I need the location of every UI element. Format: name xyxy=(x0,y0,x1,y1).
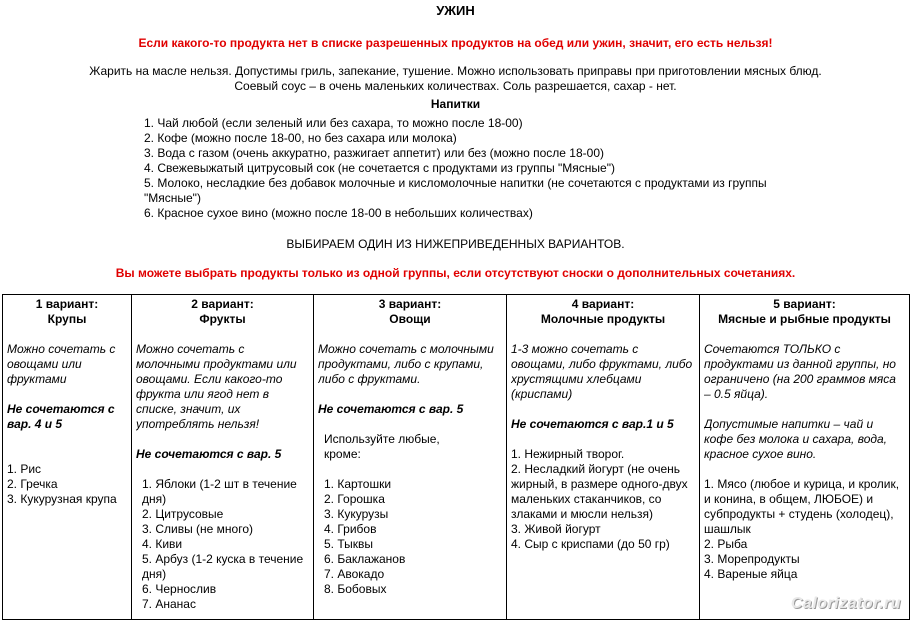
list-item: 4. Вареные яйца xyxy=(704,567,798,581)
variant-list xyxy=(511,447,695,552)
warning-top: Если какого-то продукта нет в списке разрешенных продуктов на обед или ужин, значит, его есть нельзя! xyxy=(138,36,773,50)
variant-exclude: Не сочетаются с вар. 4 и 5 xyxy=(7,402,115,431)
drinks-item: 4. Свежевыжатый цитрусовый сок (не сочетается с продуктами из группы "Мясные") xyxy=(144,161,615,175)
variant-list xyxy=(318,477,502,597)
variant-name: Овощи xyxy=(389,312,431,326)
variant-use-text: Используйте любые, кроме: xyxy=(324,432,440,461)
variant-number: 3 вариант: xyxy=(378,297,442,311)
list-item: 1. Нежирный творог. xyxy=(511,447,625,461)
variant-cell-5 xyxy=(700,295,910,620)
variant-number: 1 вариант: xyxy=(35,297,99,311)
variant-cell-4 xyxy=(507,295,700,620)
variant-exclude: Не сочетаются с вар.1 и 5 xyxy=(511,417,674,431)
intro-line-1: Жарить на масле нельзя. Допустимы гриль, запекание, тушение. Можно использовать приправы при приготовлении мясных блюд. xyxy=(89,64,822,78)
list-item: 1. Картошки xyxy=(324,477,392,491)
variant-number: 4 вариант: xyxy=(571,297,635,311)
variants-table xyxy=(2,294,910,620)
list-item: 3. Морепродукты xyxy=(704,552,800,566)
variant-list xyxy=(136,477,309,612)
variant-exclude: Не сочетаются с вар. 5 xyxy=(136,447,282,461)
variant-note: Можно сочетать с молочными продуктами, либо с крупами, либо с фруктами. xyxy=(318,342,494,386)
variant-note: Сочетаются ТОЛЬКО с продуктами из данной группы, но ограничено (на 200 граммов мяса – 0.5 яйца). xyxy=(704,342,896,401)
list-item: 8. Бобовых xyxy=(324,582,387,596)
list-item: 4. Сыр с криспами (до 50 гр) xyxy=(511,537,670,551)
list-item: 6. Чернослив xyxy=(142,582,217,596)
variant-number: 2 вариант: xyxy=(191,297,254,311)
choose-variant-text: ВЫБИРАЕМ ОДИН ИЗ НИЖЕПРИВЕДЕННЫХ ВАРИАНТОВ. xyxy=(286,237,625,251)
variant-name: Мясные и рыбные продукты xyxy=(718,312,891,326)
variant-name: Крупы xyxy=(47,312,87,326)
watermark: Calorizator.ru xyxy=(790,595,901,612)
drinks-item: 3. Вода с газом (очень аккуратно, разжигает аппетит) или без (можно после 18-00) xyxy=(144,146,604,160)
variant-name: Фрукты xyxy=(199,312,246,326)
variant-drinks-note: Допустимые напитки – чай и кофе без молока и сахара, вода, красное сухое вино. xyxy=(704,417,888,461)
list-item: 2. Гречка xyxy=(7,477,58,491)
list-item: 1. Яблоки (1-2 шт в течение дня) xyxy=(142,477,297,506)
intro-text xyxy=(0,64,911,94)
variant-note: Можно сочетать с овощами или фруктами xyxy=(7,342,116,386)
list-item: 6. Баклажанов xyxy=(324,552,406,566)
list-item: 4. Грибов xyxy=(324,522,377,536)
variant-name: Молочные продукты xyxy=(540,312,666,326)
list-item: 5. Арбуз (1-2 куска в течение дня) xyxy=(142,552,304,581)
variant-exclude: Не сочетаются с вар. 5 xyxy=(318,402,464,416)
list-item: 3. Кукурузы xyxy=(324,507,389,521)
warning-groups: Вы можете выбрать продукты только из одной группы, если отсутствуют сноски о дополнительных сочетаниях. xyxy=(115,266,796,280)
variant-list xyxy=(7,462,127,507)
list-item: 3. Кукурузная крупа xyxy=(7,492,117,506)
list-item: 4. Киви xyxy=(142,537,183,551)
drinks-heading: Напитки xyxy=(430,97,481,111)
list-item: 3. Живой йогурт xyxy=(511,522,601,536)
variant-list xyxy=(704,477,905,582)
intro-line-2: Соевый соус – в очень маленьких количествах. Соль разрешается, сахар - нет. xyxy=(234,79,677,93)
drinks-item: 1. Чай любой (если зеленый или без сахара, то можно после 18-00) xyxy=(144,116,523,130)
drinks-item: 6. Красное сухое вино (можно после 18-00 в небольших количествах) xyxy=(144,206,533,220)
variant-cell-2 xyxy=(132,295,314,620)
list-item: 3. Сливы (не много) xyxy=(142,522,254,536)
variant-note: Можно сочетать с молочными продуктами или овощами. Если какого-то фрукта или ягод нет в списке, значит, их употреблять нельзя! xyxy=(136,342,297,431)
drinks-list xyxy=(144,116,767,221)
list-item: 2. Несладкий йогурт (не очень жирный, в размере одного-двух маленьких стаканчиков, со злаками и мюсли нельзя) xyxy=(511,462,688,521)
page-title: УЖИН xyxy=(436,3,475,18)
list-item: 2. Цитрусовые xyxy=(142,507,224,521)
variant-note: 1-3 можно сочетать с овощами, либо фруктами, либо хрустящими хлебцами (криспами) xyxy=(511,342,693,401)
drinks-item: 2. Кофе (можно после 18-00, но без сахара или молока) xyxy=(144,131,457,145)
list-item: 7. Авокадо xyxy=(324,567,385,581)
variant-number: 5 вариант: xyxy=(773,297,836,311)
variants-row xyxy=(3,295,910,620)
list-item: 7. Ананас xyxy=(142,597,196,611)
list-item: 2. Рыба xyxy=(704,537,748,551)
list-item: 5. Тыквы xyxy=(324,537,374,551)
variant-cell-1 xyxy=(3,295,132,620)
variant-cell-3 xyxy=(314,295,507,620)
drinks-item: "Мясные") xyxy=(144,191,201,205)
drinks-item: 5. Молоко, несладкие без добавок молочные и кисломолочные напитки (не сочетаются с продуктами из группы xyxy=(144,176,767,190)
list-item: 2. Горошка xyxy=(324,492,385,506)
list-item: 1. Рис xyxy=(7,462,42,476)
list-item: 1. Мясо (любое и курица, и кролик, и конина, в общем, ЛЮБОЕ) и субпродукты + студень (холодец), шашлык xyxy=(704,477,900,536)
